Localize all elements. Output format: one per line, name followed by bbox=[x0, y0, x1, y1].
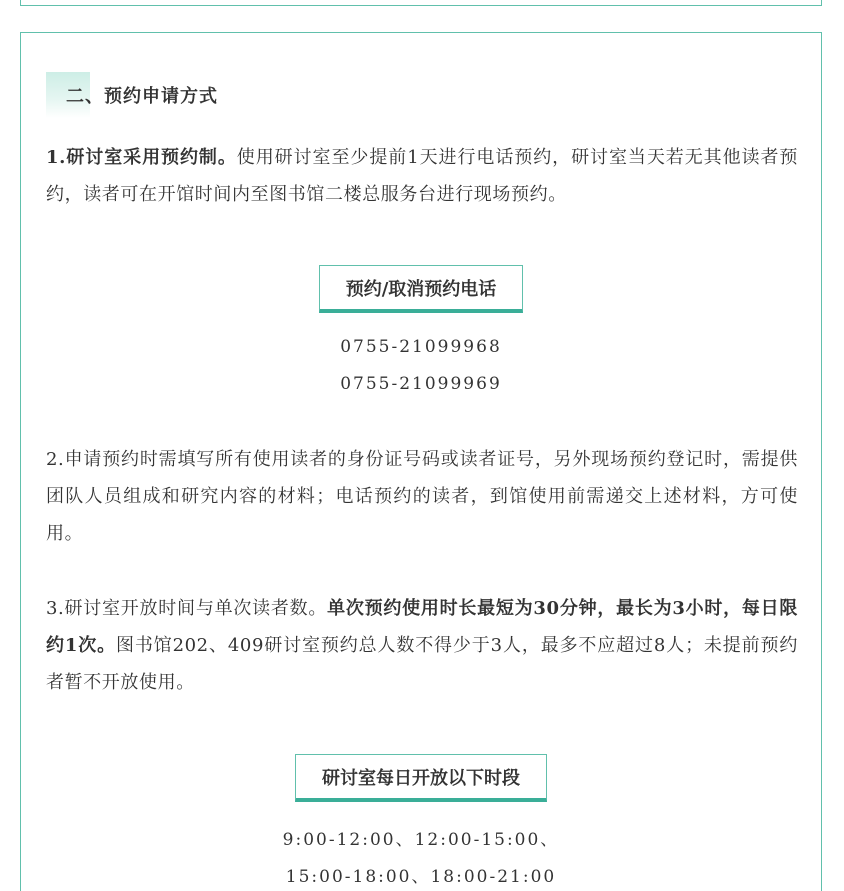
item-3-paragraph bbox=[46, 590, 798, 701]
section-heading-text: 二、预约申请方式 bbox=[66, 86, 218, 107]
item-1-paragraph bbox=[46, 139, 798, 213]
item-3-bold: 单次预约使用时长最短为30分钟，最长为3小时，每日限约1次。 bbox=[46, 598, 799, 656]
item-1-bold: 1.研讨室采用预约制。 bbox=[46, 147, 237, 168]
phone-number-1: 0755-21099968 bbox=[340, 337, 502, 357]
phone-label: 预约/取消预约电话 bbox=[345, 278, 497, 300]
hours-label: 研讨室每日开放以下时段 bbox=[322, 767, 520, 789]
item-3-text-b: 图书馆202、409研讨室预约总人数不得少于3人，最多不应超过8人；未提前预约者暂不开放使用。 bbox=[46, 635, 798, 693]
phone-number-2: 0755-21099969 bbox=[340, 374, 502, 394]
previous-card-bottom bbox=[20, 0, 822, 6]
item-3-text-a: 3.研讨室开放时间与单次读者数。 bbox=[46, 598, 328, 619]
phone-label-box bbox=[319, 265, 523, 313]
item-2-paragraph: 2.申请预约时需填写所有使用读者的身份证号码或读者证号，另外现场预约登记时，需提供团队人员组成和研究内容的材料；电话预约的读者，到馆使用前需递交上述材料，方可使用。 bbox=[46, 449, 798, 544]
item-1-text: 使用研讨室至少提前1天进行电话预约，研讨室当天若无其他读者预约，读者可在开馆时间内至图书馆二楼总服务台进行现场预约。 bbox=[46, 147, 798, 205]
hours-line-1: 9:00-12:00、12:00-15:00、 bbox=[282, 830, 560, 850]
hours-line-2: 15:00-18:00、18:00-21:00 bbox=[285, 867, 557, 887]
section-heading bbox=[46, 72, 218, 118]
hours-label-box bbox=[295, 754, 547, 802]
